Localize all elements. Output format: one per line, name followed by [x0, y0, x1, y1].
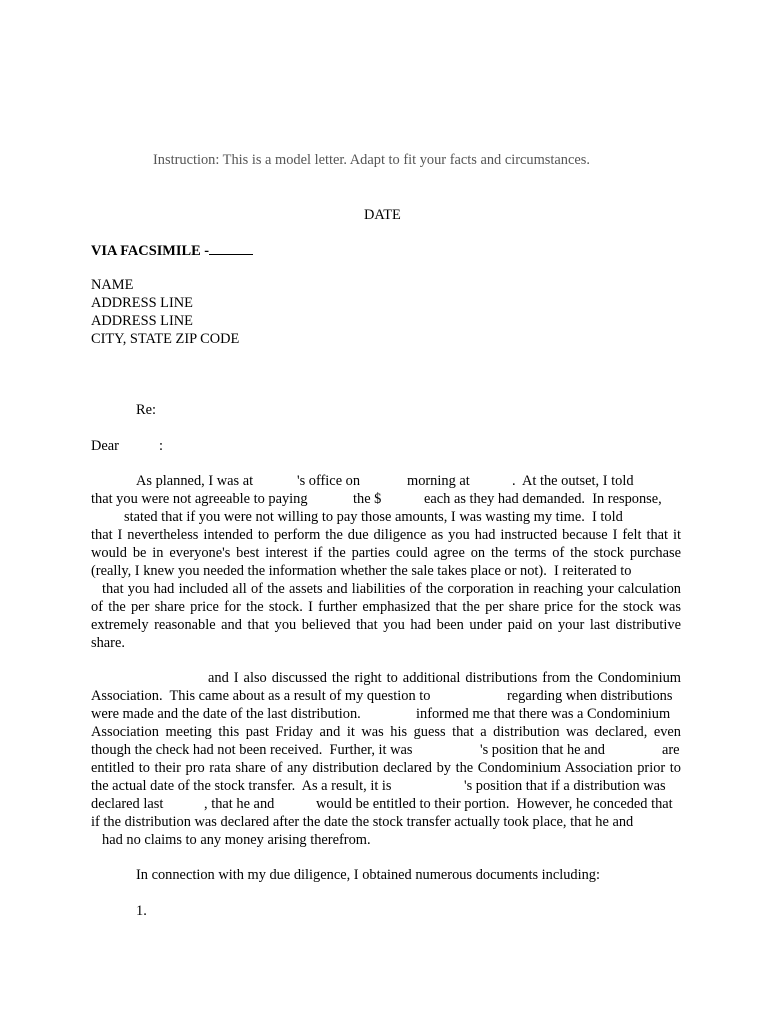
fax-blank	[209, 241, 253, 255]
para1-line4: that I nevertheless intended to perform the due diligence as you had instructed because I felt that it	[91, 527, 681, 543]
para2-line4: Association meeting this past Friday and it was his guess that a distribution was declared, even	[91, 724, 681, 740]
salutation-colon: :	[159, 438, 163, 454]
list-item-1: 1.	[136, 903, 147, 919]
para2-line9: if the distribution was declared after the date the stock transfer actually took place, that he and	[91, 814, 634, 830]
para1-line1-b: 's office on	[297, 473, 361, 489]
para2-line10: had no claims to any money arising therefrom.	[102, 832, 371, 848]
para1-line1-c: morning at	[407, 473, 470, 489]
para2-line2-b: regarding when distributions	[507, 688, 673, 704]
recipient-address-line-2: ADDRESS LINE	[91, 313, 193, 329]
para2-line5-a: though the check had not been received. Further, it was	[91, 742, 413, 758]
para1-line7: that you had included all of the assets and liabilities of the corporation in reaching your calculation	[102, 581, 681, 597]
para1-line8: of the per share price for the stock. I further emphasized that the per share price for the stock was	[91, 599, 681, 615]
para2-line3-b: informed me that there was a Condominium	[416, 706, 671, 722]
date-placeholder: DATE	[364, 207, 401, 223]
para1-line5: would be in everyone's best interest if the parties could agree on the terms of the stock purchase	[91, 545, 681, 561]
para1-line2-a: that you were not agreeable to paying	[91, 491, 308, 507]
para1-line9: extremely reasonable and that you believed that you had been under paid on your last distributive	[91, 617, 681, 633]
para1-line1-a: As planned, I was at	[136, 473, 254, 489]
para1-line3: stated that if you were not willing to pay those amounts, I was wasting my time. I told	[124, 509, 623, 525]
para2-line5-c: are	[662, 742, 680, 758]
para1-line2-b: the $	[353, 491, 382, 507]
via-label: VIA FACSIMILE -	[91, 243, 210, 259]
para2-line1: and I also discussed the right to additional distributions from the Condominium	[208, 670, 681, 686]
para2-line7-a: the actual date of the stock transfer. As a result, it is	[91, 778, 392, 794]
para2-line2-a: Association. This came about as a result of my question to	[91, 688, 431, 704]
via-facsimile-line	[91, 241, 253, 260]
para1-line10: share.	[91, 635, 125, 651]
para1-line1-d: . At the outset, I told	[512, 473, 634, 489]
para2-line7-b: 's position that if a distribution was	[464, 778, 666, 794]
para1-line6: (really, I knew you needed the information whether the sale takes place or not). I reiterated to	[91, 563, 632, 579]
recipient-name: NAME	[91, 277, 134, 293]
para2-line3-a: were made and the date of the last distribution.	[91, 706, 361, 722]
recipient-city-state-zip: CITY, STATE ZIP CODE	[91, 331, 240, 347]
paragraph-3: In connection with my due diligence, I obtained numerous documents including:	[136, 867, 600, 883]
re-label: Re:	[136, 402, 156, 418]
para2-line8-c: would be entitled to their portion. However, he conceded that	[316, 796, 673, 812]
para1-line2-c: each as they had demanded. In response,	[424, 491, 662, 507]
para2-line8-b: , that he and	[204, 796, 275, 812]
para2-line8-a: declared last	[91, 796, 164, 812]
recipient-address-line-1: ADDRESS LINE	[91, 295, 193, 311]
para2-line6: entitled to their pro rata share of any distribution declared by the Condominium Association prior to	[91, 760, 681, 776]
instruction-text: Instruction: This is a model letter. Adapt to fit your facts and circumstances.	[153, 152, 590, 168]
para2-line5-b: 's position that he and	[480, 742, 605, 758]
salutation-dear: Dear	[91, 438, 119, 454]
